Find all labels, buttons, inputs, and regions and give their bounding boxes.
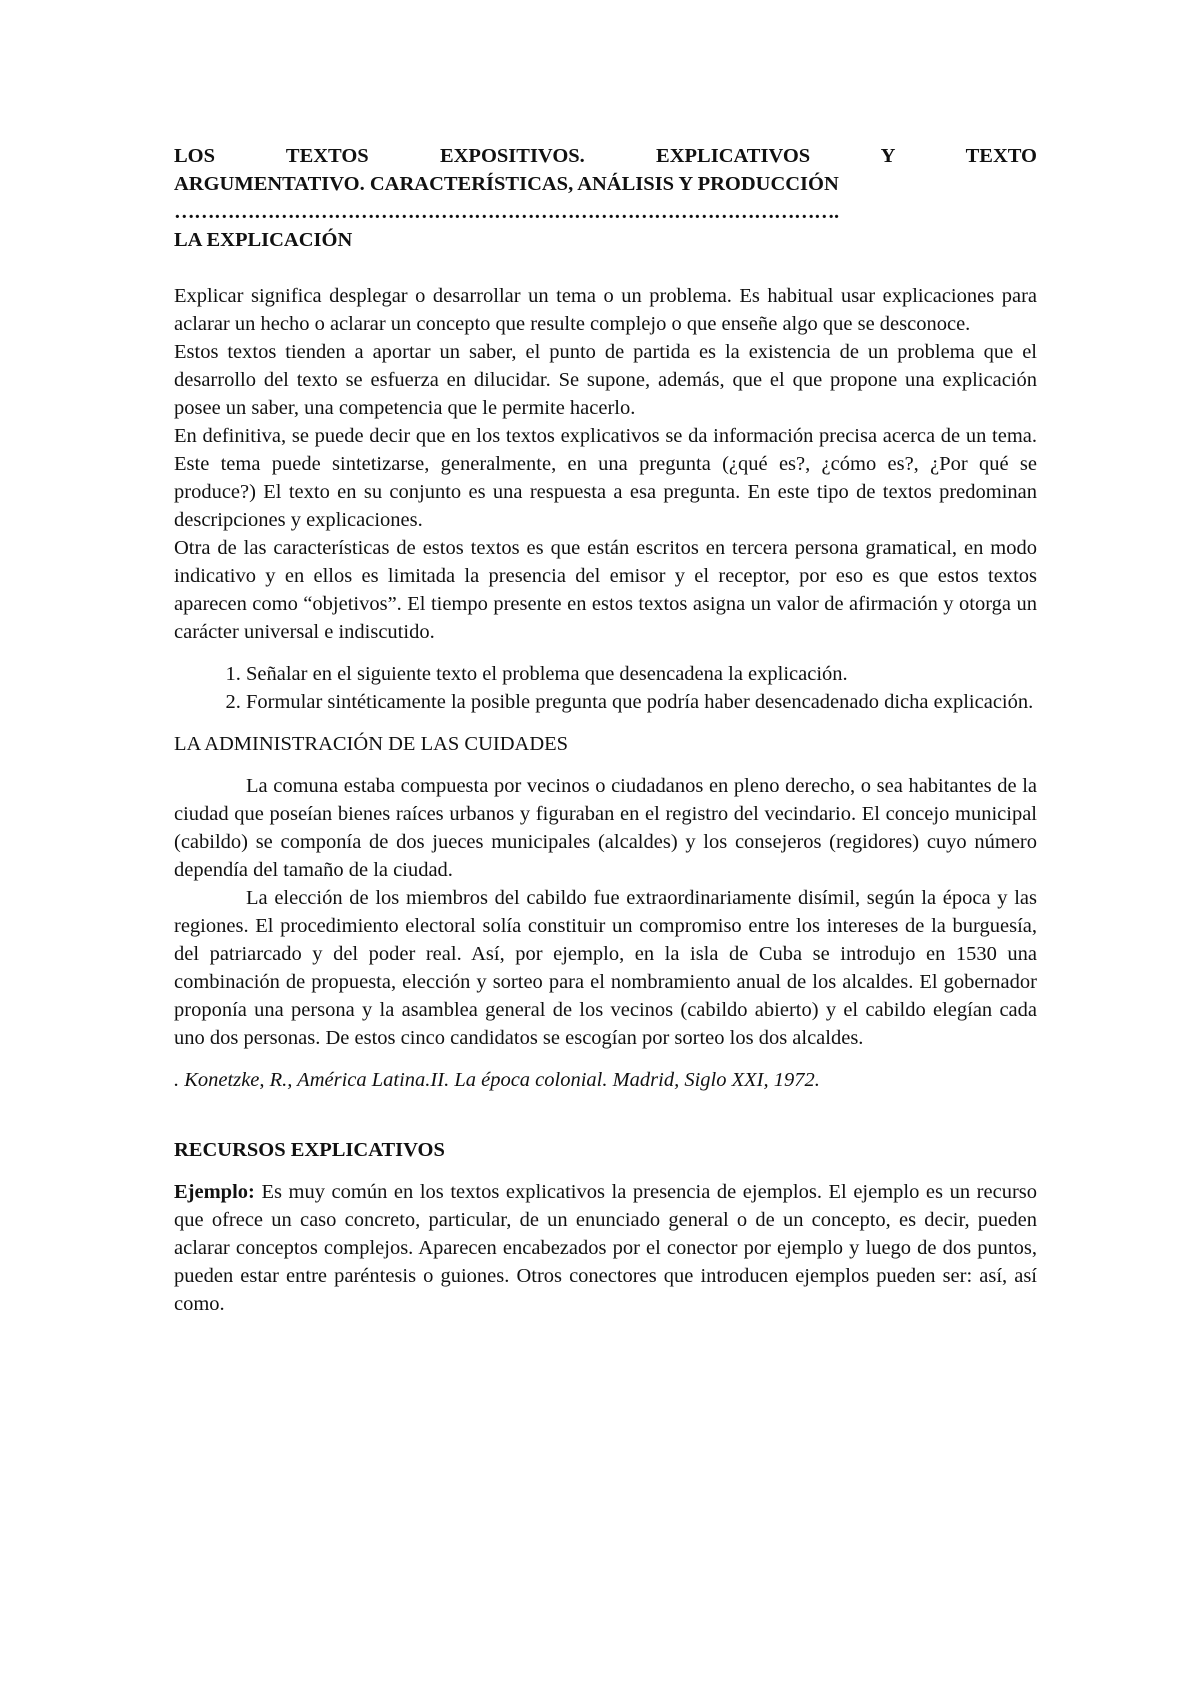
section-heading-explicacion: LA EXPLICACIÓN [174, 229, 353, 251]
example-text: Es muy común en los textos explicativos la presencia de ejemplos. El ejemplo es un recurso que ofrece un caso concreto, particular, de un enunciado general o de un concepto, es decir, pueden aclarar conceptos complejos. Aparecen encabezados por el conector por ejemplo y luego de dos puntos, pueden estar entre paréntesis o guiones. Otros conectores que introducen ejemplos pueden ser: así, así como. [174, 1181, 1037, 1315]
reading-paragraph: La elección de los miembros del cabildo fue extraordinariamente disímil, según la época y las regiones. El procedimiento electoral solía constituir un compromiso entre los intereses de la burguesía, del patriarcado y del poder real. Así, por ejemplo, en la isla de Cuba se introdujo en 1530 una combinación de propuesta, elección y sorteo para el nombramiento anual de los alcaldes. El gobernador proponía una persona y la asamblea general de los vecinos (cabildo abierto) y el cabildo elegían cada uno dos personas. De estos cinco candidatos se escogían por sorteo los dos alcaldes. [174, 887, 1037, 1049]
task-item: 1. Señalar en el siguiente texto el problema que desencadena la explicación. [246, 660, 1037, 688]
paragraph: Otra de las características de estos textos es que están escritos en tercera persona gramatical, en modo indicativo y en ellos es limitada la presencia del emisor y el receptor, por eso es que estos textos aparecen como “objetivos”. El tiempo presente en estos textos asigna un valor de afirmación y otorga un carácter universal e indiscutido. [174, 537, 1037, 643]
document-title [174, 142, 1037, 198]
example-term: Ejemplo: [174, 1181, 255, 1203]
task-list [174, 660, 1037, 716]
reading-paragraph: La comuna estaba compuesta por vecinos o ciudadanos en pleno derecho, o sea habitantes de la ciudad que poseían bienes raíces urbanos y figuraban en el registro del vecindario. El concejo municipal (cabildo) se componía de dos jueces municipales (alcaldes) y los consejeros (regidores) cuyo número dependía del tamaño de la ciudad. [174, 775, 1037, 881]
task-item: 2. Formular sintéticamente la posible pregunta que podría haber desencadenado dicha explicación. [246, 688, 1037, 716]
reading-title: LA ADMINISTRACIÓN DE LAS CUIDADES [174, 733, 569, 755]
paragraph: Estos textos tienden a aportar un saber, el punto de partida es la existencia de un problema que el desarrollo del texto se esfuerza en dilucidar. Se supone, además, que el que propone una explicación posee un saber, una competencia que le permite hacerlo. [174, 341, 1037, 419]
paragraph: Explicar significa desplegar o desarrollar un tema o un problema. Es habitual usar explicaciones para aclarar un hecho o aclarar un concepto que resulte complejo o que enseñe algo que se desconoce. [174, 285, 1037, 335]
dotted-separator: ………………………………………………………………………………………. [174, 201, 839, 223]
title-line-1: LOS TEXTOS EXPOSITIVOS. EXPLICATIVOS Y TEXTO [174, 145, 1037, 167]
paragraph: En definitiva, se puede decir que en los textos explicativos se da información precisa acerca de un tema. Este tema puede sintetizarse, generalmente, en una pregunta (¿qué es?, ¿cómo es?, ¿Por qué se produce?) El texto en su conjunto es una respuesta a esa pregunta. En este tipo de textos predominan descripciones y explicaciones. [174, 425, 1037, 531]
citation: . Konetzke, R., América Latina.II. La época colonial. Madrid, Siglo XXI, 1972. [174, 1069, 820, 1091]
document-page [174, 142, 1037, 1318]
section-heading-recursos: RECURSOS EXPLICATIVOS [174, 1139, 445, 1161]
example-paragraph [174, 1178, 1037, 1318]
title-line-2: ARGUMENTATIVO. CARACTERÍSTICAS, ANÁLISIS Y PRODUCCIÓN [174, 173, 839, 195]
